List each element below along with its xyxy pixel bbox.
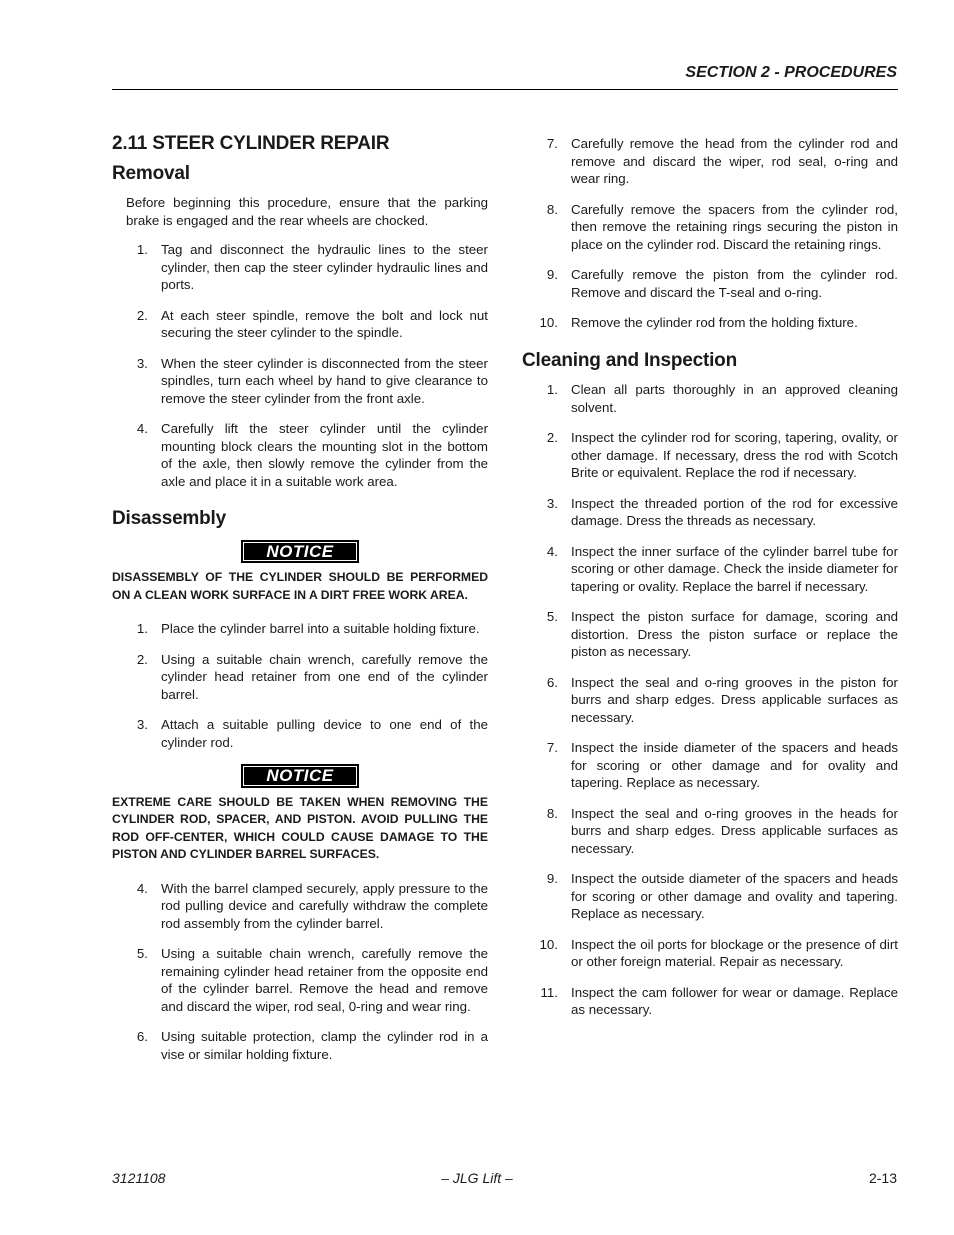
disassembly-steps-c xyxy=(522,135,898,332)
list-item xyxy=(112,420,488,490)
step-number: 7. xyxy=(546,136,558,151)
step-number: 6. xyxy=(546,674,558,690)
step-text: Carefully remove the spacers from the cylinder rod, then remove the retaining rings securing the piston in place on the cylinder rod. Discard the retaining rings. xyxy=(571,201,898,252)
step-number: 9. xyxy=(546,871,558,886)
notice-banner xyxy=(112,540,488,564)
step-text: Using a suitable chain wrench, carefully remove the remaining cylinder head retainer from the opposite end of the cylinder barrel. Remove the head and remove and discard the wiper, rod seal, 0-ring and wear ring. xyxy=(161,946,488,1014)
step-text: Inspect the threaded portion of the rod for excessive damage. Dress the threads as necessary. xyxy=(571,495,898,528)
step-text: Inspect the seal and o-ring grooves in the heads for burrs and sharp edges. Dress applicable surfaces as necessary. xyxy=(571,805,898,856)
header-rule xyxy=(112,89,898,90)
step-text: Carefully lift the steer cylinder until the cylinder mounting block clears the mounting slot in the bottom of the axle, then slowly remove the cylinder from the axle and place it in a suitable work area. xyxy=(161,421,488,489)
list-item xyxy=(112,1028,488,1063)
removal-steps xyxy=(112,241,488,490)
list-item xyxy=(522,674,898,727)
step-number: 10. xyxy=(539,936,558,952)
step-number: 3. xyxy=(546,495,558,511)
step-number: 3. xyxy=(136,717,148,732)
list-item xyxy=(522,429,898,482)
step-text: Clean all parts thoroughly in an approved cleaning solvent. xyxy=(571,382,898,415)
step-text: Using a suitable chain wrench, carefully remove the cylinder head retainer from one end of the cylinder barrel. xyxy=(161,651,488,702)
list-item xyxy=(522,608,898,661)
notice-label: NOTICE xyxy=(241,764,359,788)
step-number: 1. xyxy=(546,382,558,397)
disassembly-steps-b xyxy=(112,880,488,1064)
list-item xyxy=(112,355,488,408)
step-number: 10. xyxy=(539,315,558,330)
list-item xyxy=(522,314,898,332)
cleaning-heading: Cleaning and Inspection xyxy=(522,349,737,371)
step-number: 3. xyxy=(136,355,148,371)
step-text: Place the cylinder barrel into a suitable holding fixture. xyxy=(161,621,480,636)
removal-intro: Before beginning this procedure, ensure that the parking brake is engaged and the rear wheels are chocked. xyxy=(126,195,488,228)
list-item xyxy=(112,716,488,751)
step-number: 5. xyxy=(136,946,148,961)
list-item xyxy=(522,201,898,254)
footer-brand: – JLG Lift – xyxy=(441,1170,513,1186)
step-text: Inspect the seal and o-ring grooves in the piston for burrs and sharp edges. Dress applicable surfaces as necessary. xyxy=(571,674,898,725)
section-title: 2.11 STEER CYLINDER REPAIR xyxy=(112,133,390,154)
step-number: 2. xyxy=(136,651,148,667)
list-item xyxy=(522,739,898,792)
step-number: 1. xyxy=(136,242,148,257)
step-number: 7. xyxy=(546,740,558,755)
notice-label: NOTICE xyxy=(241,540,359,564)
step-text: Tag and disconnect the hydraulic lines to the steer cylinder, then cap the steer cylinder hydraulic lines and ports. xyxy=(161,242,488,292)
left-column xyxy=(112,128,488,1076)
list-item xyxy=(522,870,898,923)
step-number: 6. xyxy=(136,1029,148,1044)
step-number: 2. xyxy=(546,430,558,445)
list-item xyxy=(112,620,488,638)
list-item xyxy=(522,266,898,301)
step-number: 5. xyxy=(546,609,558,624)
cleaning-steps xyxy=(522,381,898,1019)
footer-doc-number: 3121108 xyxy=(112,1170,166,1186)
footer-page-number: 2-13 xyxy=(868,1170,897,1186)
list-item xyxy=(522,543,898,596)
list-item xyxy=(522,495,898,530)
step-text: Carefully remove the piston from the cylinder rod. Remove and discard the T-seal and o-ring. xyxy=(571,267,898,300)
step-text: Inspect the outside diameter of the spacers and heads for scoring or other damage and ovality and tapering. Replace as necessary. xyxy=(571,871,898,921)
list-item xyxy=(522,135,898,188)
step-text: Using suitable protection, clamp the cylinder rod in a vise or similar holding fixture. xyxy=(161,1029,488,1062)
list-item xyxy=(112,945,488,1015)
list-item xyxy=(112,880,488,933)
list-item xyxy=(112,307,488,342)
disassembly-steps-a xyxy=(112,620,488,751)
step-number: 1. xyxy=(136,621,148,636)
notice-text: DISASSEMBLY OF THE CYLINDER SHOULD BE PERFORMED ON A CLEAN WORK SURFACE IN A DIRT FREE WORK AREA. xyxy=(112,570,488,602)
step-text: When the steer cylinder is disconnected from the steer spindles, turn each wheel by hand to give clearance to remove the steer cylinder from the front axle. xyxy=(161,355,488,406)
removal-heading: Removal xyxy=(112,162,190,184)
list-item xyxy=(522,805,898,858)
step-number: 8. xyxy=(546,805,558,821)
step-text: Inspect the piston surface for damage, scoring and distortion. Dress the piston surface or replace the piston as necessary. xyxy=(571,609,898,659)
list-item xyxy=(112,651,488,704)
step-number: 11. xyxy=(540,984,558,1000)
step-text: Inspect the cylinder rod for scoring, tapering, ovality, or other damage. If necessary, dress the rod with Scotch Brite or equivalent. Replace the rod if necessary. xyxy=(571,430,898,480)
section-header: SECTION 2 - PROCEDURES xyxy=(685,64,897,81)
list-item xyxy=(522,381,898,416)
step-number: 8. xyxy=(546,201,558,217)
step-text: Inspect the oil ports for blockage or the presence of dirt or other foreign material. Repair as necessary. xyxy=(571,936,898,969)
step-text: Inspect the inside diameter of the spacers and heads for scoring or other damage and for ovality and tapering. Replace as necessary. xyxy=(571,740,898,790)
notice-banner xyxy=(112,764,488,788)
step-number: 4. xyxy=(136,421,148,436)
step-number: 4. xyxy=(546,543,558,559)
notice-text: EXTREME CARE SHOULD BE TAKEN WHEN REMOVING THE CYLINDER ROD, SPACER, AND PISTON. AVOID PULLING THE ROD OFF-CENTER, WHICH COULD CAUSE DAMAGE TO THE PISTON AND CYLINDER BARREL SURFACES. xyxy=(112,794,488,861)
step-text: Inspect the cam follower for wear or damage. Replace as necessary. xyxy=(571,984,898,1017)
step-number: 2. xyxy=(136,307,148,323)
list-item xyxy=(522,984,898,1019)
list-item xyxy=(522,936,898,971)
step-text: At each steer spindle, remove the bolt and lock nut securing the steer cylinder to the spindle. xyxy=(161,307,488,340)
list-item xyxy=(112,241,488,294)
disassembly-heading: Disassembly xyxy=(112,508,226,529)
step-number: 9. xyxy=(546,267,558,282)
step-text: Inspect the inner surface of the cylinder barrel tube for scoring or other damage. Check the inside diameter for tapering or ovality. Replace the barrel if necessary. xyxy=(571,543,898,594)
step-text: Attach a suitable pulling device to one end of the cylinder rod. xyxy=(161,717,488,750)
right-column xyxy=(522,135,898,1032)
step-text: With the barrel clamped securely, apply pressure to the rod pulling device and carefully withdraw the complete rod assembly from the cylinder barrel. xyxy=(161,880,488,931)
step-number: 4. xyxy=(136,880,148,896)
step-text: Carefully remove the head from the cylinder rod and remove and discard the wiper, rod seal, o-ring and wear ring. xyxy=(571,136,898,186)
step-text: Remove the cylinder rod from the holding fixture. xyxy=(571,315,858,330)
